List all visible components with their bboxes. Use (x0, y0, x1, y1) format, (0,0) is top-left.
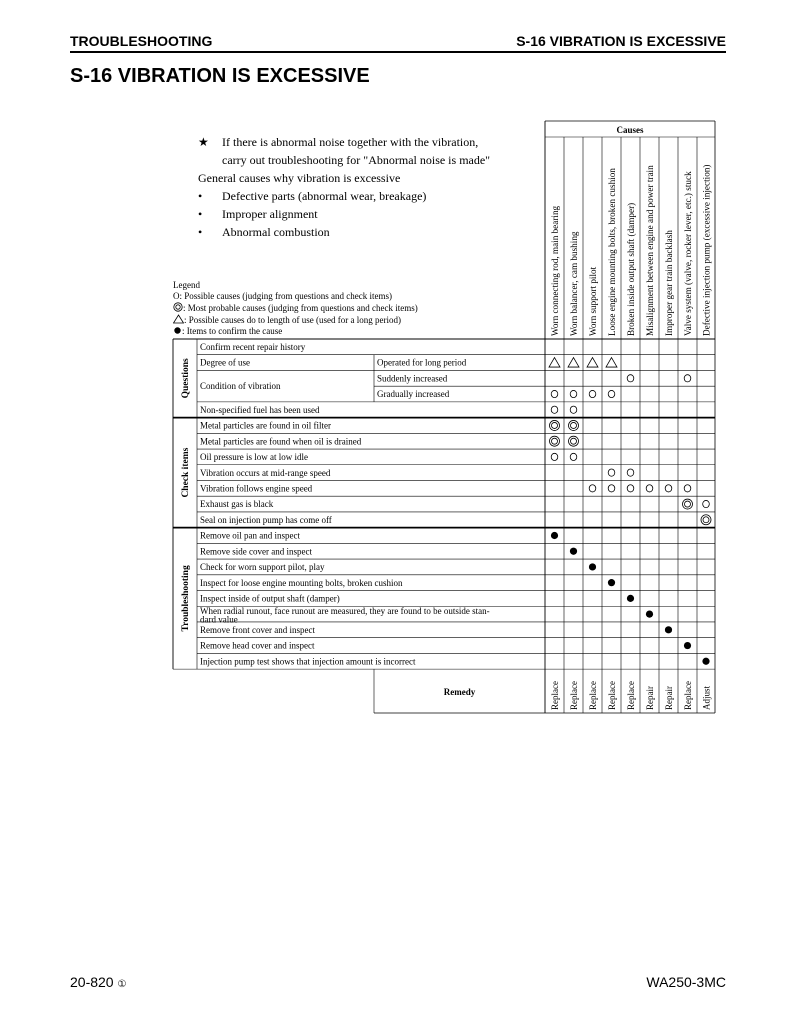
legend-confirm-text: : Items to confirm the cause (182, 326, 283, 336)
remedy-label: Remedy (443, 687, 476, 698)
possible-cause-mark (684, 375, 691, 382)
confirm-cause-mark (627, 595, 634, 602)
section-label: Troubleshooting (181, 565, 191, 632)
confirm-cause-mark (684, 642, 691, 649)
row-label: Condition of vibration (200, 381, 281, 392)
length-of-use-mark (606, 358, 617, 368)
row-label: Confirm recent repair history (200, 342, 306, 352)
possible-cause-mark (627, 485, 634, 492)
section-label: Questions (181, 358, 191, 399)
star-icon: ★ (198, 135, 209, 149)
possible-cause-mark (665, 485, 672, 492)
inner-ring (685, 501, 691, 507)
causes-header: Causes (616, 125, 644, 135)
model-number: WA250-3MC (646, 974, 726, 990)
legend-possible: O: Possible causes (judging from questions and check items) (173, 291, 392, 301)
remedy-value: Repair (664, 686, 674, 710)
row-label: Vibration occurs at mid-range speed (200, 467, 331, 478)
possible-cause-mark (608, 469, 615, 476)
cause-label: Worn support pilot (588, 266, 598, 336)
row-label: Injection pump test shows that injection amount is incorrect (200, 656, 416, 667)
row-label: Metal particles are found when oil is drained (200, 436, 362, 447)
confirm-cause-mark (551, 532, 558, 539)
revision-mark: ① (117, 979, 127, 990)
possible-cause-mark (570, 390, 577, 397)
legend-probable-text: : Most probable causes (judging from questions and check items) (183, 303, 418, 313)
remedy-value: Replace (607, 681, 617, 710)
cause-label: Broken inside output shaft (damper) (626, 202, 636, 336)
confirm-cause-mark (608, 579, 615, 586)
outer-ring (569, 420, 579, 430)
row-label: Vibration follows engine speed (200, 483, 313, 494)
row-label: dard value (200, 614, 238, 625)
possible-cause-mark (551, 390, 558, 397)
legend-title: Legend (173, 280, 200, 290)
probable-cause-mark (550, 420, 560, 430)
confirm-cause-mark (646, 611, 653, 618)
remedy-value: Replace (588, 681, 598, 710)
outer-ring (569, 436, 579, 446)
confirm-cause-mark (665, 626, 672, 633)
note-line-2: carry out troubleshooting for "Abnormal noise is made" (222, 153, 491, 167)
remedy-value: Replace (569, 681, 579, 710)
section-label: Check items (181, 447, 191, 498)
possible-cause-mark (608, 485, 615, 492)
row-label: When radial runout, face runout are measured, they are found to be outside stan- (200, 606, 490, 617)
bullet-icon: • (198, 225, 203, 239)
probable-cause-mark (550, 436, 560, 446)
length-of-use-mark (568, 358, 579, 368)
cause-label: Loose engine mounting bolts, broken cushion (607, 168, 617, 336)
remedy-value: Adjust (701, 685, 712, 710)
row-label: Remove side cover and inspect (200, 546, 312, 557)
probable-cause-mark (701, 515, 711, 525)
bullet-text: Abnormal combustion (222, 225, 330, 239)
remedy-value: Replace (626, 681, 636, 710)
row-sublabel: Suddenly increased (377, 373, 448, 384)
possible-cause-mark (608, 390, 615, 397)
remedy-value: Replace (683, 681, 693, 710)
row-label: Inspect for loose engine mounting bolts, broken cushion (200, 577, 403, 588)
page-title: S-16 VIBRATION IS EXCESSIVE (70, 65, 370, 87)
outer-ring (550, 420, 560, 430)
row-label: Degree of use (200, 357, 250, 368)
row-label: Seal on injection pump has come off (200, 514, 332, 525)
possible-cause-mark (570, 406, 577, 413)
possible-cause-mark (627, 469, 634, 476)
cause-label: Improper gear train backlash (664, 230, 674, 336)
possible-cause-mark (551, 406, 558, 413)
probable-cause-mark (683, 499, 693, 509)
header-section-label: TROUBLESHOOTING (70, 33, 213, 49)
possible-cause-mark (570, 453, 577, 460)
possible-cause-mark (703, 500, 710, 507)
confirm-cause-mark (702, 658, 709, 665)
possible-cause-mark (551, 453, 558, 460)
outer-ring (683, 499, 693, 509)
confirm-cause-mark (589, 563, 596, 570)
cause-label: Misalignment between engine and power train (645, 165, 655, 336)
outer-ring (701, 515, 711, 525)
cause-label: Worn connecting rod, main bearing (550, 205, 560, 336)
inner-ring (703, 517, 709, 523)
row-label: Remove head cover and inspect (200, 640, 315, 651)
length-of-use-mark (549, 358, 560, 368)
legend-length-text: : Possible causes do to length of use (used for a long period) (184, 315, 401, 325)
row-label: Non-specified fuel has been used (200, 404, 320, 415)
header-topic-label: S-16 VIBRATION IS EXCESSIVE (516, 33, 726, 49)
bullet-text: Improper alignment (222, 207, 318, 221)
inner-ring (552, 422, 558, 428)
page-number (70, 974, 126, 990)
row-label: Exhaust gas is black (200, 499, 274, 510)
page-number-text: 20-820 (70, 974, 114, 990)
inner-ring (571, 422, 577, 428)
cause-label: Worn balancer, cam bushing (569, 231, 579, 336)
possible-cause-mark (646, 485, 653, 492)
row-label: Oil pressure is low at low idle (200, 452, 308, 463)
possible-cause-mark (627, 375, 634, 382)
probable-cause-mark (569, 436, 579, 446)
remedy-value: Replace (550, 681, 560, 710)
bullet-icon: • (198, 189, 203, 203)
length-of-use-mark (587, 358, 598, 368)
bullet-icon: • (198, 207, 203, 221)
possible-cause-mark (684, 485, 691, 492)
outer-ring (550, 436, 560, 446)
row-label: Inspect inside of output shaft (damper) (200, 593, 340, 604)
note-line-1: If there is abnormal noise together with the vibration, (222, 135, 479, 149)
row-label: Metal particles are found in oil filter (200, 420, 331, 431)
cause-label: Defective injection pump (excessive injection) (701, 164, 712, 336)
general-causes-heading: General causes why vibration is excessive (198, 171, 401, 185)
inner-ring (552, 438, 558, 444)
probable-cause-mark (569, 420, 579, 430)
row-label: Remove oil pan and inspect (200, 530, 300, 541)
bullet-text: Defective parts (abnormal wear, breakage) (222, 189, 427, 203)
row-label: Check for worn support pilot, play (200, 562, 325, 573)
possible-cause-mark (589, 390, 596, 397)
cause-label: Valve system (valve, rocker lever, etc.) stuck (683, 171, 693, 336)
remedy-value: Repair (645, 686, 655, 710)
inner-ring (571, 438, 577, 444)
row-sublabel: Operated for long period (377, 357, 467, 368)
row-label: Remove front cover and inspect (200, 624, 315, 635)
possible-cause-mark (589, 485, 596, 492)
confirm-cause-mark (570, 548, 577, 555)
row-sublabel: Gradually increased (377, 389, 450, 400)
